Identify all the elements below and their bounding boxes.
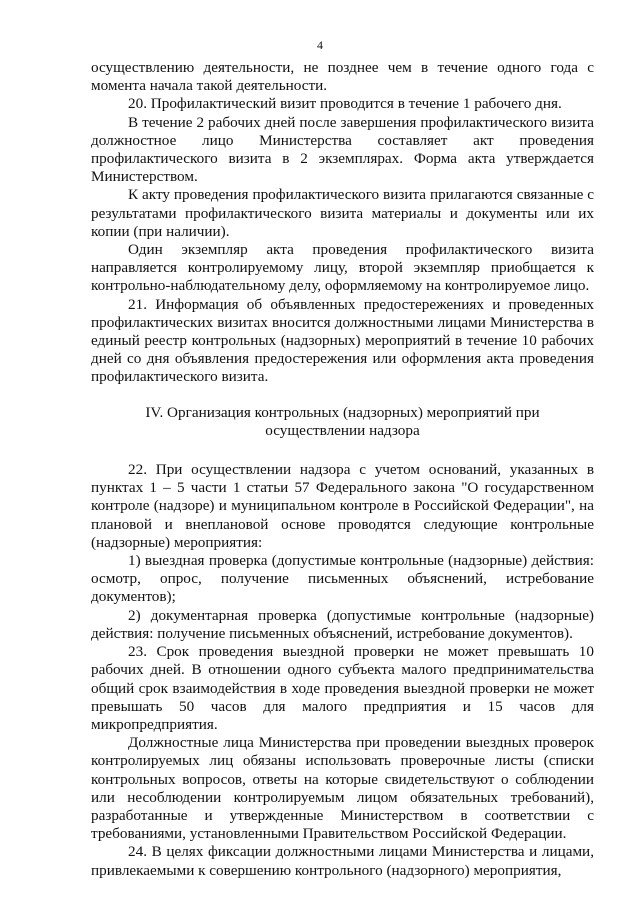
document-body xyxy=(91,59,594,880)
page-number: 4 xyxy=(317,38,323,52)
section-heading: IV. Организация контрольных (надзорных) мероприятий при осуществлении надзора xyxy=(145,403,540,439)
list-item-onsite-inspection: 1) выездная проверка (допустимые контрольные (надзорные) действия: осмотр, опрос, получение письменных объяснений, истребование документов); xyxy=(91,552,594,606)
paragraph-item-23: 23. Срок проведения выездной проверки не может превышать 10 рабочих дней. В отношении одного субъекта малого предпринимательства общий срок взаимодействия в ходе проведения выездной проверки не может превышать 50 часов для малого предприятия и 15 часов для микропредприятия. xyxy=(91,643,594,733)
paragraph-continuation: осуществлению деятельности, не позднее чем в течение одного года с момента начала такой деятельности. xyxy=(91,59,594,95)
paragraph-checklists: Должностные лица Министерства при проведении выездных проверок контролируемых лиц обязаны использовать проверочные листы (списки контрольных вопросов, ответы на которые свидетельствуют о соблюдении или несоблюдении контролируемым лицом обязательных требований), разработанные и утвержденные Министерством в соответствии с требованиями, установленными Правительством Российской Федерации. xyxy=(91,734,594,843)
paragraph-item-20: 20. Профилактический визит проводится в течение 1 рабочего дня. xyxy=(128,95,562,113)
paragraph-act-drafting: В течение 2 рабочих дней после завершения профилактического визита должностное лицо Министерства составляет акт проведения профилактического визита в 2 экземплярах. Форма акта утверждается Министерством. xyxy=(91,113,594,186)
paragraph-item-22: 22. При осуществлении надзора с учетом оснований, указанных в пунктах 1 – 5 части 1 статьи 57 Федерального закона "О государственном контроле (надзоре) и муниципальном контроле в Российской Федерации", на плановой и внеплановой основе проводятся следующие контрольные (надзорные) мероприятия: xyxy=(91,461,594,551)
paragraph-item-21: 21. Информация об объявленных предостережениях и проведенных профилактических визитах вносится должностными лицами Министерства в единый реестр контрольных (надзорных) мероприятий в течение 10 рабочих дней со дня объявления предостережения или оформления акта проведения профилактического визита. xyxy=(91,295,594,386)
paragraph-act-attachments: К акту проведения профилактического визита прилагаются связанные с результатами профилактического визита материалы и документы или их копии (при наличии). xyxy=(91,186,594,240)
paragraph-item-24: 24. В целях фиксации должностными лицами Министерства и лицами, привлекаемыми к совершению контрольного (надзорного) мероприятия, xyxy=(91,843,594,879)
paragraph-act-copies: Один экземпляр акта проведения профилактического визита направляется контролируемому лицу, второй экземпляр приобщается к контрольно-наблюдательному делу, оформляемому на контролируемое лицо. xyxy=(91,241,594,295)
list-item-documentary-inspection: 2) документарная проверка (допустимые контрольные (надзорные) действия: получение письменных объяснений, истребование документов). xyxy=(91,606,594,642)
